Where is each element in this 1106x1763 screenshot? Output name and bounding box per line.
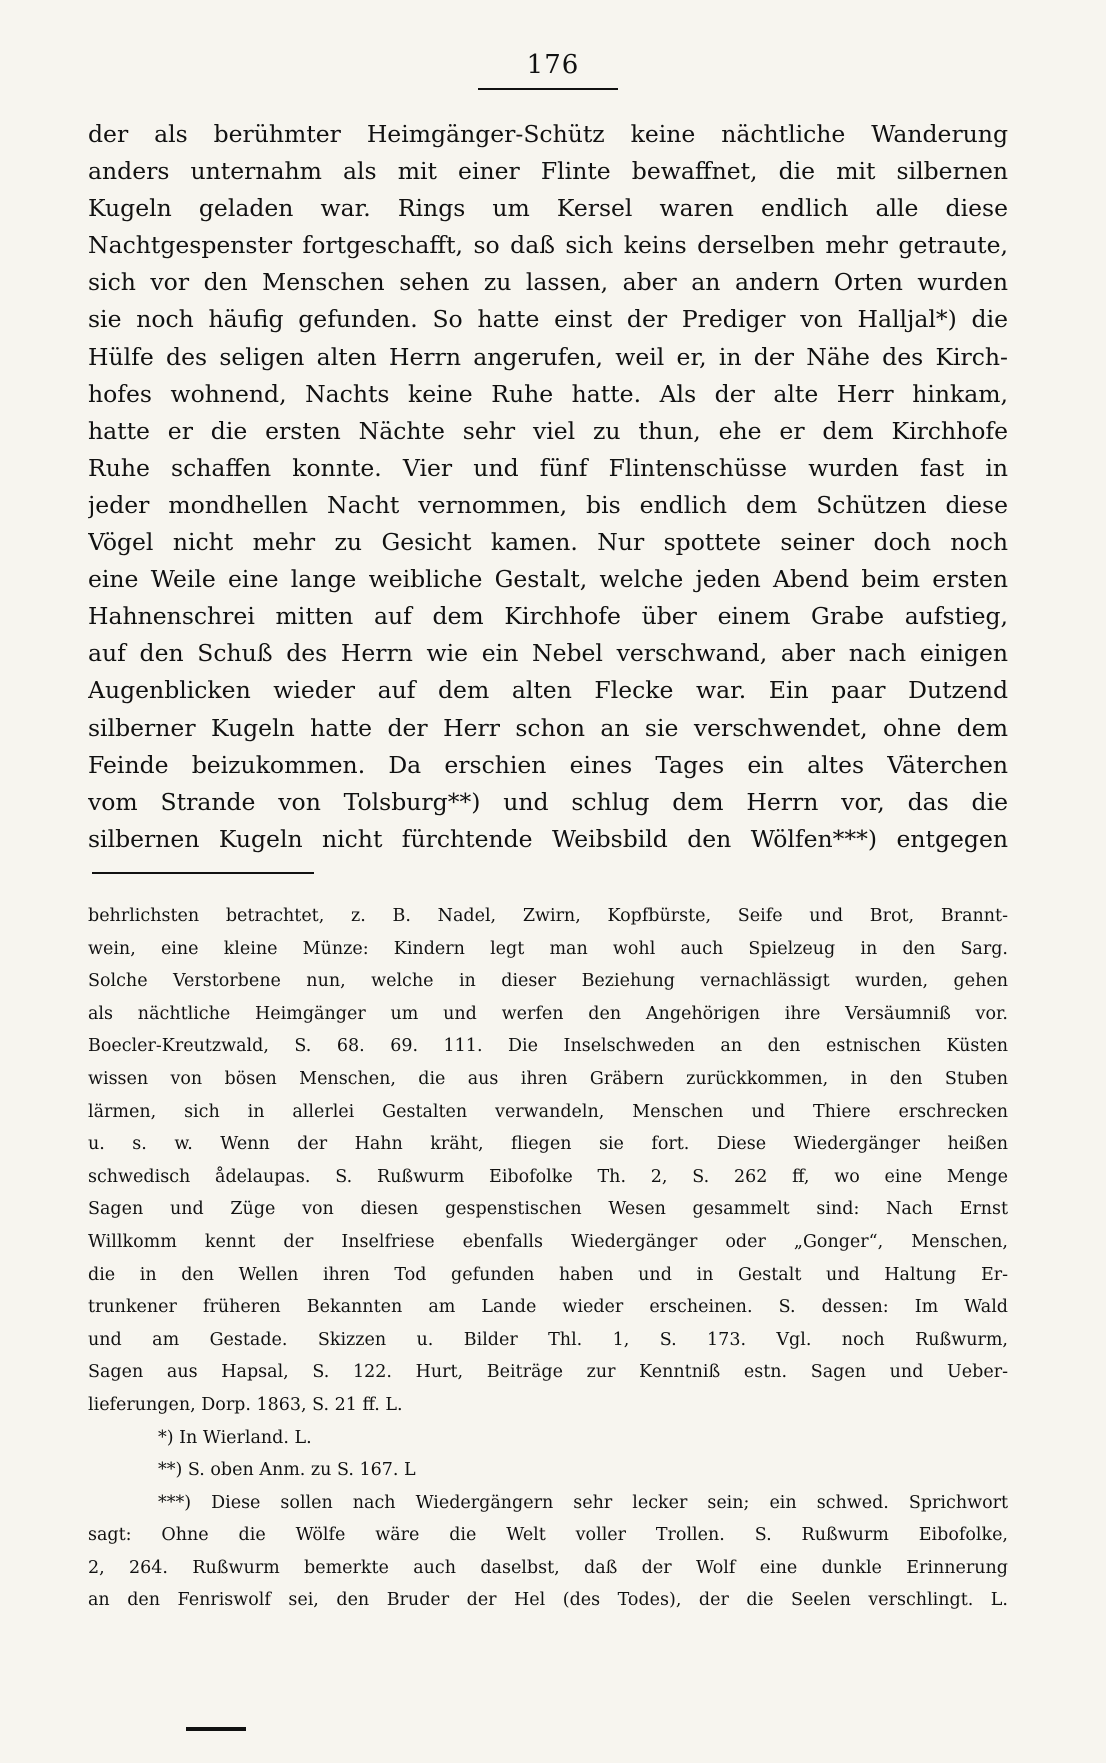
bottom-mark bbox=[186, 1727, 246, 1731]
main-line: auf den Schuß des Herrn wie ein Nebel verschwand, aber nach einigen bbox=[88, 639, 1008, 668]
footnote-3-line: an den Fenriswolf sei, den Bruder der Hel (des Todes), der die Seelen verschlingt. L. bbox=[88, 1590, 1008, 1611]
footnote-3-line: 2, 264. Rußwurm bemerkte auch daselbst, daß der Wolf eine dunkle Erinnerung bbox=[88, 1557, 1008, 1578]
main-line: silberner Kugeln hatte der Herr schon an sie verschwendet, ohne dem bbox=[88, 713, 1008, 742]
main-line: jeder mondhellen Nacht vernommen, bis endlich dem Schützen diese bbox=[88, 490, 1008, 519]
footnote-line: Boecler-Kreutzwald, S. 68. 69. 111. Die Inselschweden an den estnischen Küsten bbox=[88, 1036, 1008, 1057]
main-line: Kugeln geladen war. Rings um Kersel waren endlich alle diese bbox=[88, 194, 1008, 223]
main-line: vom Strande von Tolsburg**) und schlug dem Herrn vor, das die bbox=[88, 787, 1008, 816]
footnote-1: *) In Wierland. L. bbox=[158, 1427, 312, 1448]
main-line: Ruhe schaffen konnte. Vier und fünf Flintenschüsse wurden fast in bbox=[88, 453, 1008, 482]
main-line: anders unternahm als mit einer Flinte bewaffnet, die mit silbernen bbox=[88, 157, 1008, 186]
main-line: hofes wohnend, Nachts keine Ruhe hatte. Als der alte Herr hinkam, bbox=[88, 379, 1008, 408]
footnote-line: lärmen, sich in allerlei Gestalten verwandeln, Menschen und Thiere erschrecken bbox=[88, 1101, 1008, 1122]
footnotes bbox=[88, 900, 1008, 1617]
main-line: Hülfe des seligen alten Herrn angerufen, weil er, in der Nähe des Kirch- bbox=[88, 342, 1008, 371]
main-line: sie noch häufig gefunden. So hatte einst der Prediger von Halljal*) die bbox=[88, 305, 1008, 334]
footnote-line: u. s. w. Wenn der Hahn kräht, fliegen sie fort. Diese Wiedergänger heißen bbox=[88, 1134, 1008, 1155]
footnote-rule bbox=[92, 872, 314, 874]
footnote-line: als nächtliche Heimgänger um und werfen den Angehörigen ihre Versäumniß vor. bbox=[88, 1003, 1008, 1024]
header-rule bbox=[478, 88, 618, 90]
main-line: Augenblicken wieder auf dem alten Flecke war. Ein paar Dutzend bbox=[88, 676, 1008, 705]
main-line: silbernen Kugeln nicht fürchtende Weibsbild den Wölfen***) entgegen bbox=[88, 824, 1008, 853]
footnote-line: Solche Verstorbene nun, welche in dieser Beziehung vernachlässigt wurden, gehen bbox=[88, 971, 1008, 992]
footnote-line: Willkomm kennt der Inselfriese ebenfalls Wiedergänger oder „Gonger“, Menschen, bbox=[88, 1231, 1008, 1252]
footnote-line: trunkener früheren Bekannten am Lande wieder erscheinen. S. dessen: Im Wald bbox=[88, 1297, 1008, 1318]
footnote-line: schwedisch ådelaupas. S. Rußwurm Eibofolke Th. 2, S. 262 ff, wo eine Menge bbox=[88, 1166, 1008, 1187]
footnote-line: wissen von bösen Menschen, die aus ihren Gräbern zurückkommen, in den Stuben bbox=[88, 1068, 1008, 1089]
main-line: sich vor den Menschen sehen zu lassen, aber an andern Orten wurden bbox=[88, 268, 1008, 297]
footnote-3-line: sagt: Ohne die Wölfe wäre die Welt voller Trollen. S. Rußwurm Eibofolke, bbox=[88, 1525, 1008, 1546]
page-number: 176 bbox=[526, 50, 580, 80]
footnote-line: behrlichsten betrachtet, z. B. Nadel, Zwirn, Kopfbürste, Seife und Brot, Brannt- bbox=[88, 906, 1008, 926]
main-line: Hahnenschrei mitten auf dem Kirchhofe über einem Grabe aufstieg, bbox=[88, 602, 1008, 631]
main-line: Nachtgespenster fortgeschafft, so daß sich keins derselben mehr getraute, bbox=[88, 231, 1008, 260]
footnote-2: **) S. oben Anm. zu S. 167. L bbox=[158, 1460, 416, 1481]
footnote-line: wein, eine kleine Münze: Kindern legt man wohl auch Spielzeug in den Sarg. bbox=[88, 938, 1008, 959]
footnote-line: die in den Wellen ihren Tod gefunden haben und in Gestalt und Haltung Er- bbox=[88, 1264, 1008, 1285]
footnote-line: Sagen und Züge von diesen gespenstischen Wesen gesammelt sind: Nach Ernst bbox=[88, 1199, 1008, 1220]
main-line: der als berühmter Heimgänger-Schütz keine nächtliche Wanderung bbox=[88, 120, 1008, 148]
footnote-line: lieferungen, Dorp. 1863, S. 21 ff. L. bbox=[88, 1394, 403, 1415]
footnote-3-line: ***) Diese sollen nach Wiedergängern sehr lecker sein; ein schwed. Sprichwort bbox=[158, 1492, 1008, 1513]
footnote-line: und am Gestade. Skizzen u. Bilder Thl. 1, S. 173. Vgl. noch Rußwurm, bbox=[88, 1329, 1008, 1350]
main-line: eine Weile eine lange weibliche Gestalt, welche jeden Abend beim ersten bbox=[88, 565, 1008, 594]
main-text bbox=[88, 116, 1008, 858]
main-line: hatte er die ersten Nächte sehr viel zu thun, ehe er dem Kirchhofe bbox=[88, 416, 1008, 445]
main-line: Vögel nicht mehr zu Gesicht kamen. Nur spottete seiner doch noch bbox=[88, 528, 1008, 557]
footnote-line: Sagen aus Hapsal, S. 122. Hurt, Beiträge zur Kenntniß estn. Sagen und Ueber- bbox=[88, 1362, 1008, 1383]
main-line: Feinde beizukommen. Da erschien eines Tages ein altes Väterchen bbox=[88, 750, 1008, 779]
